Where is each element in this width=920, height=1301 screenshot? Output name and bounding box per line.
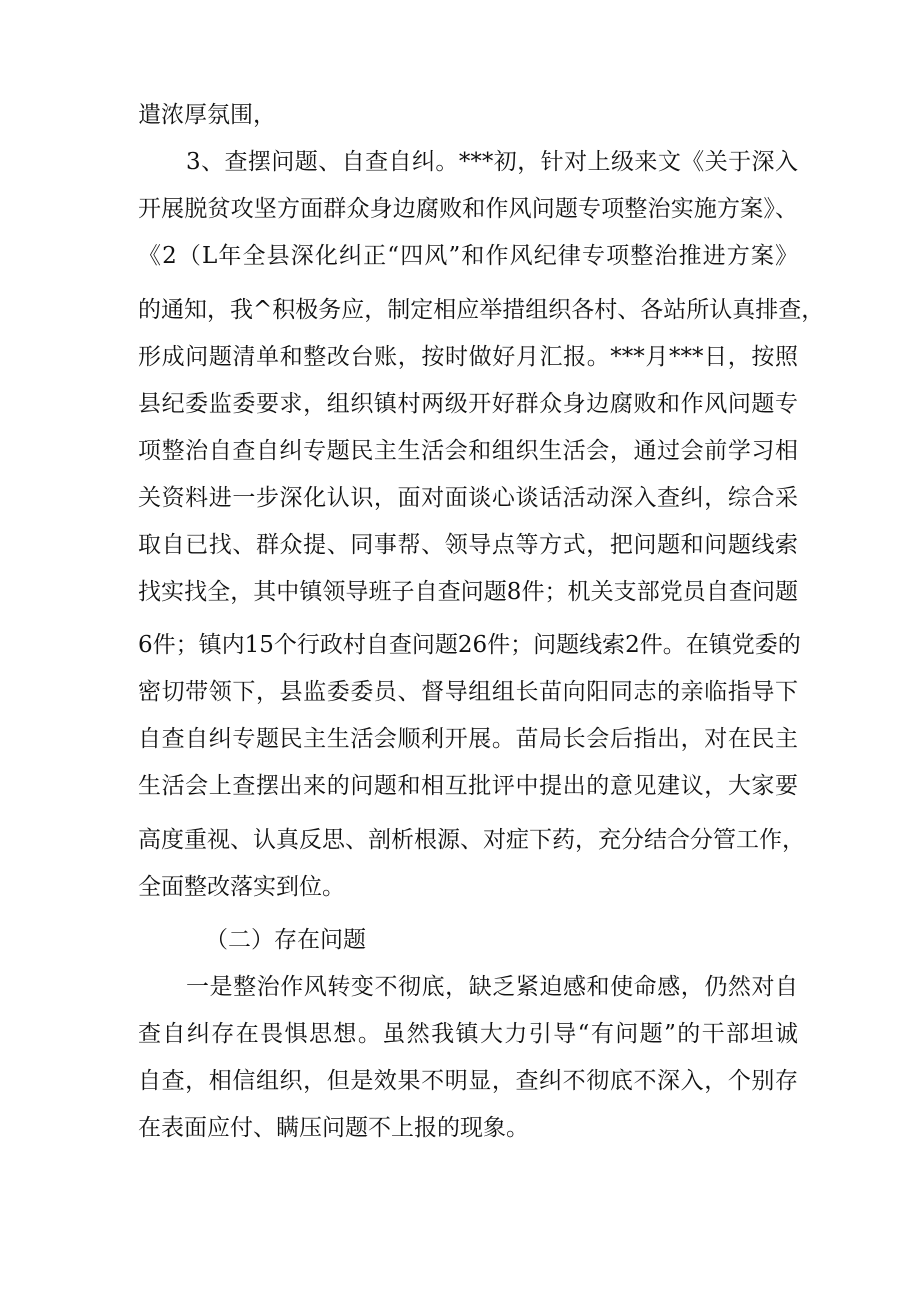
text-line-5: 的通知，我^积极务应，制定相应举措组织各村、各站所认真排查， <box>138 297 825 323</box>
text-line-7: 县纪委监委要求，组织镇村两级开好群众身边腐败和作风问题专 <box>138 391 798 417</box>
text-line-14: 自查自纠专题民主生活会顺利开展。苗局长会后指出，对在民主 <box>138 726 798 752</box>
paragraph-2-line-1: 一是整治作风转变不彻底，缺乏紧迫感和使命感，仍然对自 <box>186 974 798 1000</box>
text-line-16: 高度重视、认真反思、剖析根源、对症下药，充分结合分管工作， <box>138 827 805 853</box>
text-line-13: 密切带领下，县监委委员、督导组组长苗向阳同志的亲临指导下 <box>138 679 798 705</box>
paragraph-2-line-4: 在表面应付、瞒压问题不上报的现象。 <box>138 1115 529 1141</box>
text-line-1: 遣浓厚氛围， <box>138 102 276 128</box>
text-line-9: 关资料进一步深化认识，面对面谈心谈话活动深入查纠，综合采 <box>138 485 798 511</box>
section-heading: （二）存在问题 <box>205 927 366 953</box>
text-line-2: 3、查摆问题、自查自纠。***初，针对上级来文《关于深入 <box>186 149 798 175</box>
text-line-15: 生活会上查摆出来的问题和相互批评中提出的意见建议，大家要 <box>138 773 798 799</box>
paragraph-2-line-2: 查自纠存在畏惧思想。虽然我镇大力引导“有问题”的干部坦诚 <box>138 1021 798 1047</box>
text-line-6: 形成问题清单和整改台账，按时做好月汇报。***月***日，按照 <box>138 344 798 370</box>
text-line-17: 全面整改落实到位。 <box>138 874 345 900</box>
text-line-10: 取自已找、群众提、同事帮、领导点等方式，把问题和问题线索 <box>138 532 798 558</box>
text-line-4: 《2（L年全县深化纠正“四风”和作风纪律专项整治推进方案》 <box>138 243 798 269</box>
paragraph-2-line-3: 自查，相信组织，但是效果不明显，查纠不彻底不深入，个别存 <box>138 1068 798 1094</box>
text-line-3: 开展脱贫攻坚方面群众身边腐败和作风问题专项整治实施方案》、 <box>138 196 798 222</box>
text-line-8: 项整治自查自纠专题民主生活会和组织生活会，通过会前学习相 <box>138 438 798 464</box>
text-line-12: 6件；镇内15个行政村自查问题26件；问题线索2件。在镇党委的 <box>138 632 801 658</box>
text-line-11: 找实找全，其中镇领导班子自查问题8件；机关支部党员自查问题 <box>138 579 798 605</box>
